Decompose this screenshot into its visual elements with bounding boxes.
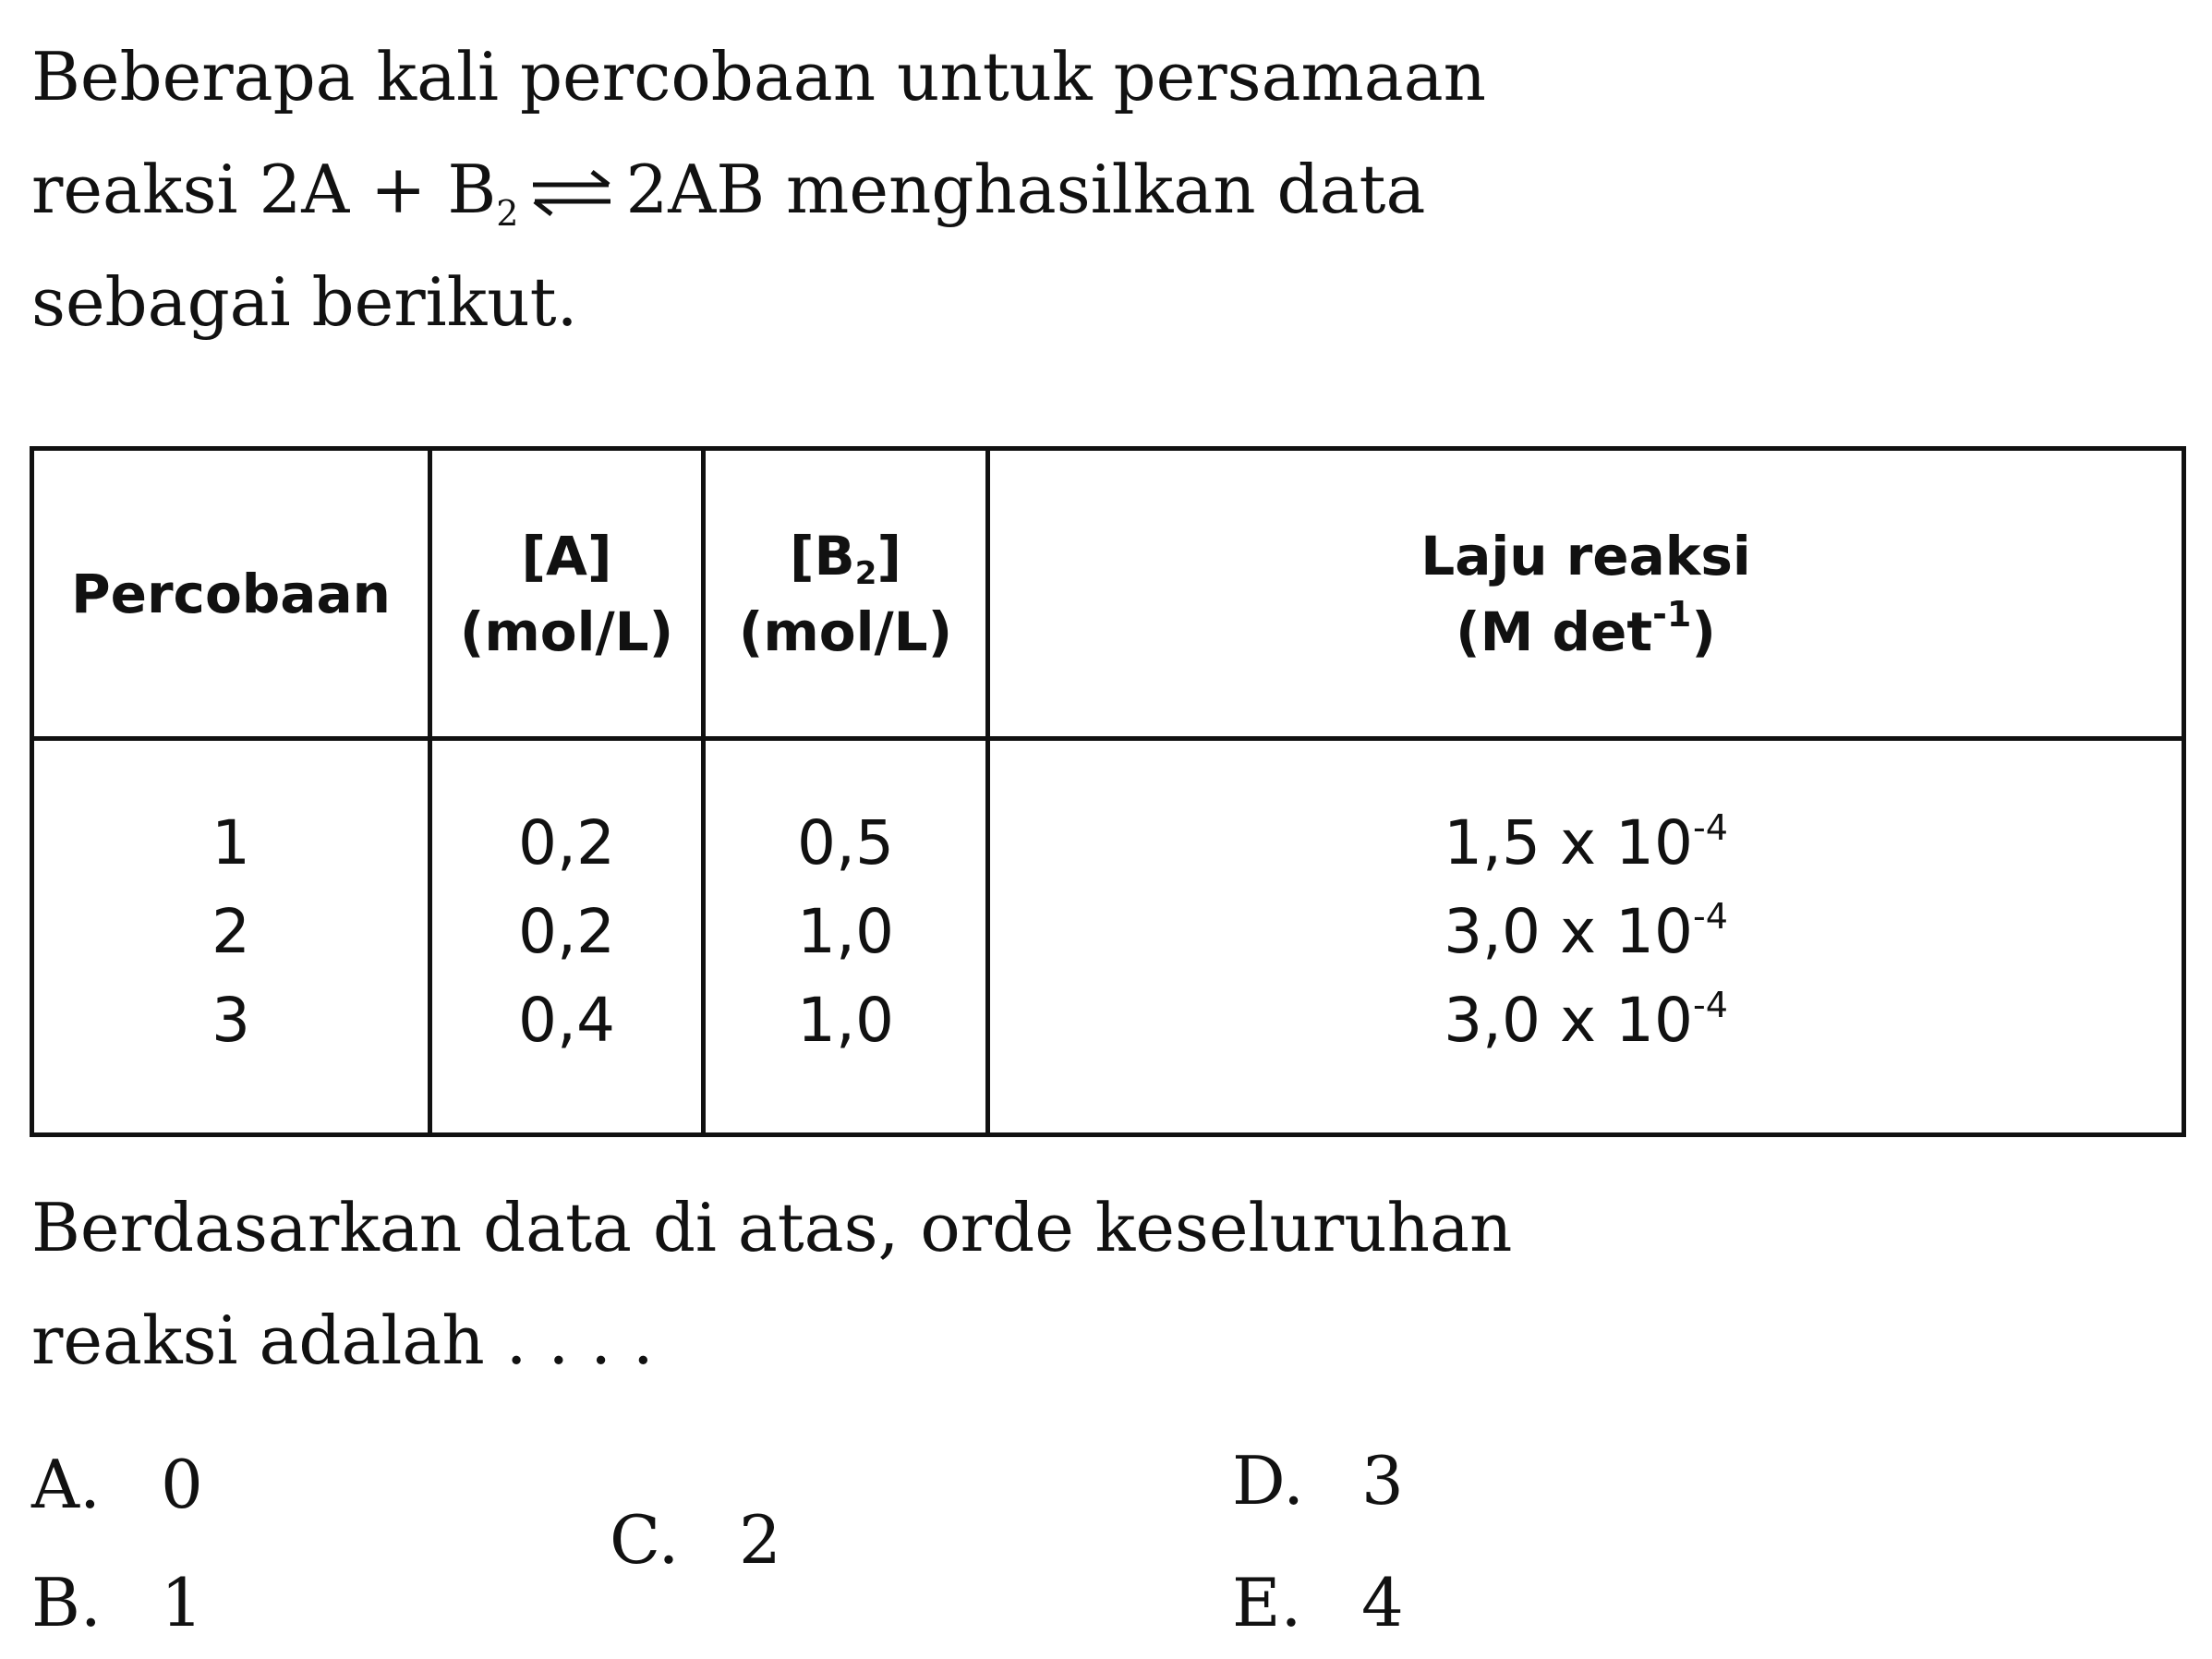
option-e-value: 4 <box>1361 1564 1404 1641</box>
header-concentration-b2: [B2] (mol/L) <box>704 449 988 739</box>
option-d[interactable] <box>1232 1439 1404 1522</box>
table-header-row <box>32 449 2184 739</box>
reactant-b-subscript: 2 <box>496 193 519 234</box>
option-c-value: 2 <box>739 1501 781 1579</box>
option-d-letter: D. <box>1232 1442 1305 1520</box>
table-cell: 3,0 x $10^{-4}$ <box>1444 896 1728 967</box>
column-a-values <box>430 739 704 1135</box>
table-cell: 1,0 <box>797 896 894 967</box>
option-e[interactable] <box>1232 1561 1404 1644</box>
question-line-2: reaksi adalah . . . . <box>31 1302 654 1379</box>
intro-line-2 <box>31 133 1486 246</box>
table-cell: 3,0 x $10^{-4}$ <box>1444 985 1728 1056</box>
option-d-value: 3 <box>1361 1442 1404 1520</box>
table-cell: 3 <box>212 985 250 1056</box>
problem-intro <box>31 20 1486 358</box>
header-concentration-a: [A] (mol/L) <box>430 449 704 739</box>
column-percobaan-values <box>32 739 430 1135</box>
option-e-letter: E. <box>1232 1564 1302 1641</box>
option-b-letter: B. <box>31 1564 102 1641</box>
table-cell: 2 <box>212 896 250 967</box>
table-cell: 1,5 x $10^{-4}$ <box>1444 807 1728 878</box>
experiment-data-table <box>30 446 2186 1137</box>
question-line-1: Berdasarkan data di atas, orde keseluruhan <box>31 1189 1513 1266</box>
intro-line-3: sebagai berikut. <box>31 263 578 341</box>
table-cell: 0,2 <box>518 807 615 878</box>
intro-line-1: Beberapa kali percobaan untuk persamaan <box>31 38 1486 115</box>
header-percobaan: Percobaan <box>32 449 430 739</box>
option-a-value: 0 <box>161 1446 203 1523</box>
option-a[interactable] <box>31 1443 203 1526</box>
option-b[interactable] <box>31 1561 203 1644</box>
intro-line-2-suffix: menghasilkan data <box>765 151 1426 228</box>
table-body-row <box>32 739 2184 1135</box>
column-rate-values <box>988 739 2184 1135</box>
equilibrium-arrow-icon <box>529 168 614 218</box>
option-b-value: 1 <box>161 1564 203 1641</box>
reaction-reactants: reaksi 2A + B <box>31 151 497 228</box>
table-cell: 0,4 <box>518 985 615 1056</box>
option-c-letter: C. <box>610 1501 680 1579</box>
table-cell: 0,2 <box>518 896 615 967</box>
option-c[interactable] <box>610 1498 781 1581</box>
column-b2-values <box>704 739 988 1135</box>
header-reaction-rate: Laju reaksi (M $\det^{-1}$) <box>988 449 2184 739</box>
question-text <box>31 1171 1512 1397</box>
option-a-letter: A. <box>31 1446 101 1523</box>
table-cell: 1,0 <box>797 985 894 1056</box>
table-cell: 0,5 <box>797 807 894 878</box>
reaction-product: 2AB <box>625 151 766 228</box>
table-cell: 1 <box>212 807 250 878</box>
